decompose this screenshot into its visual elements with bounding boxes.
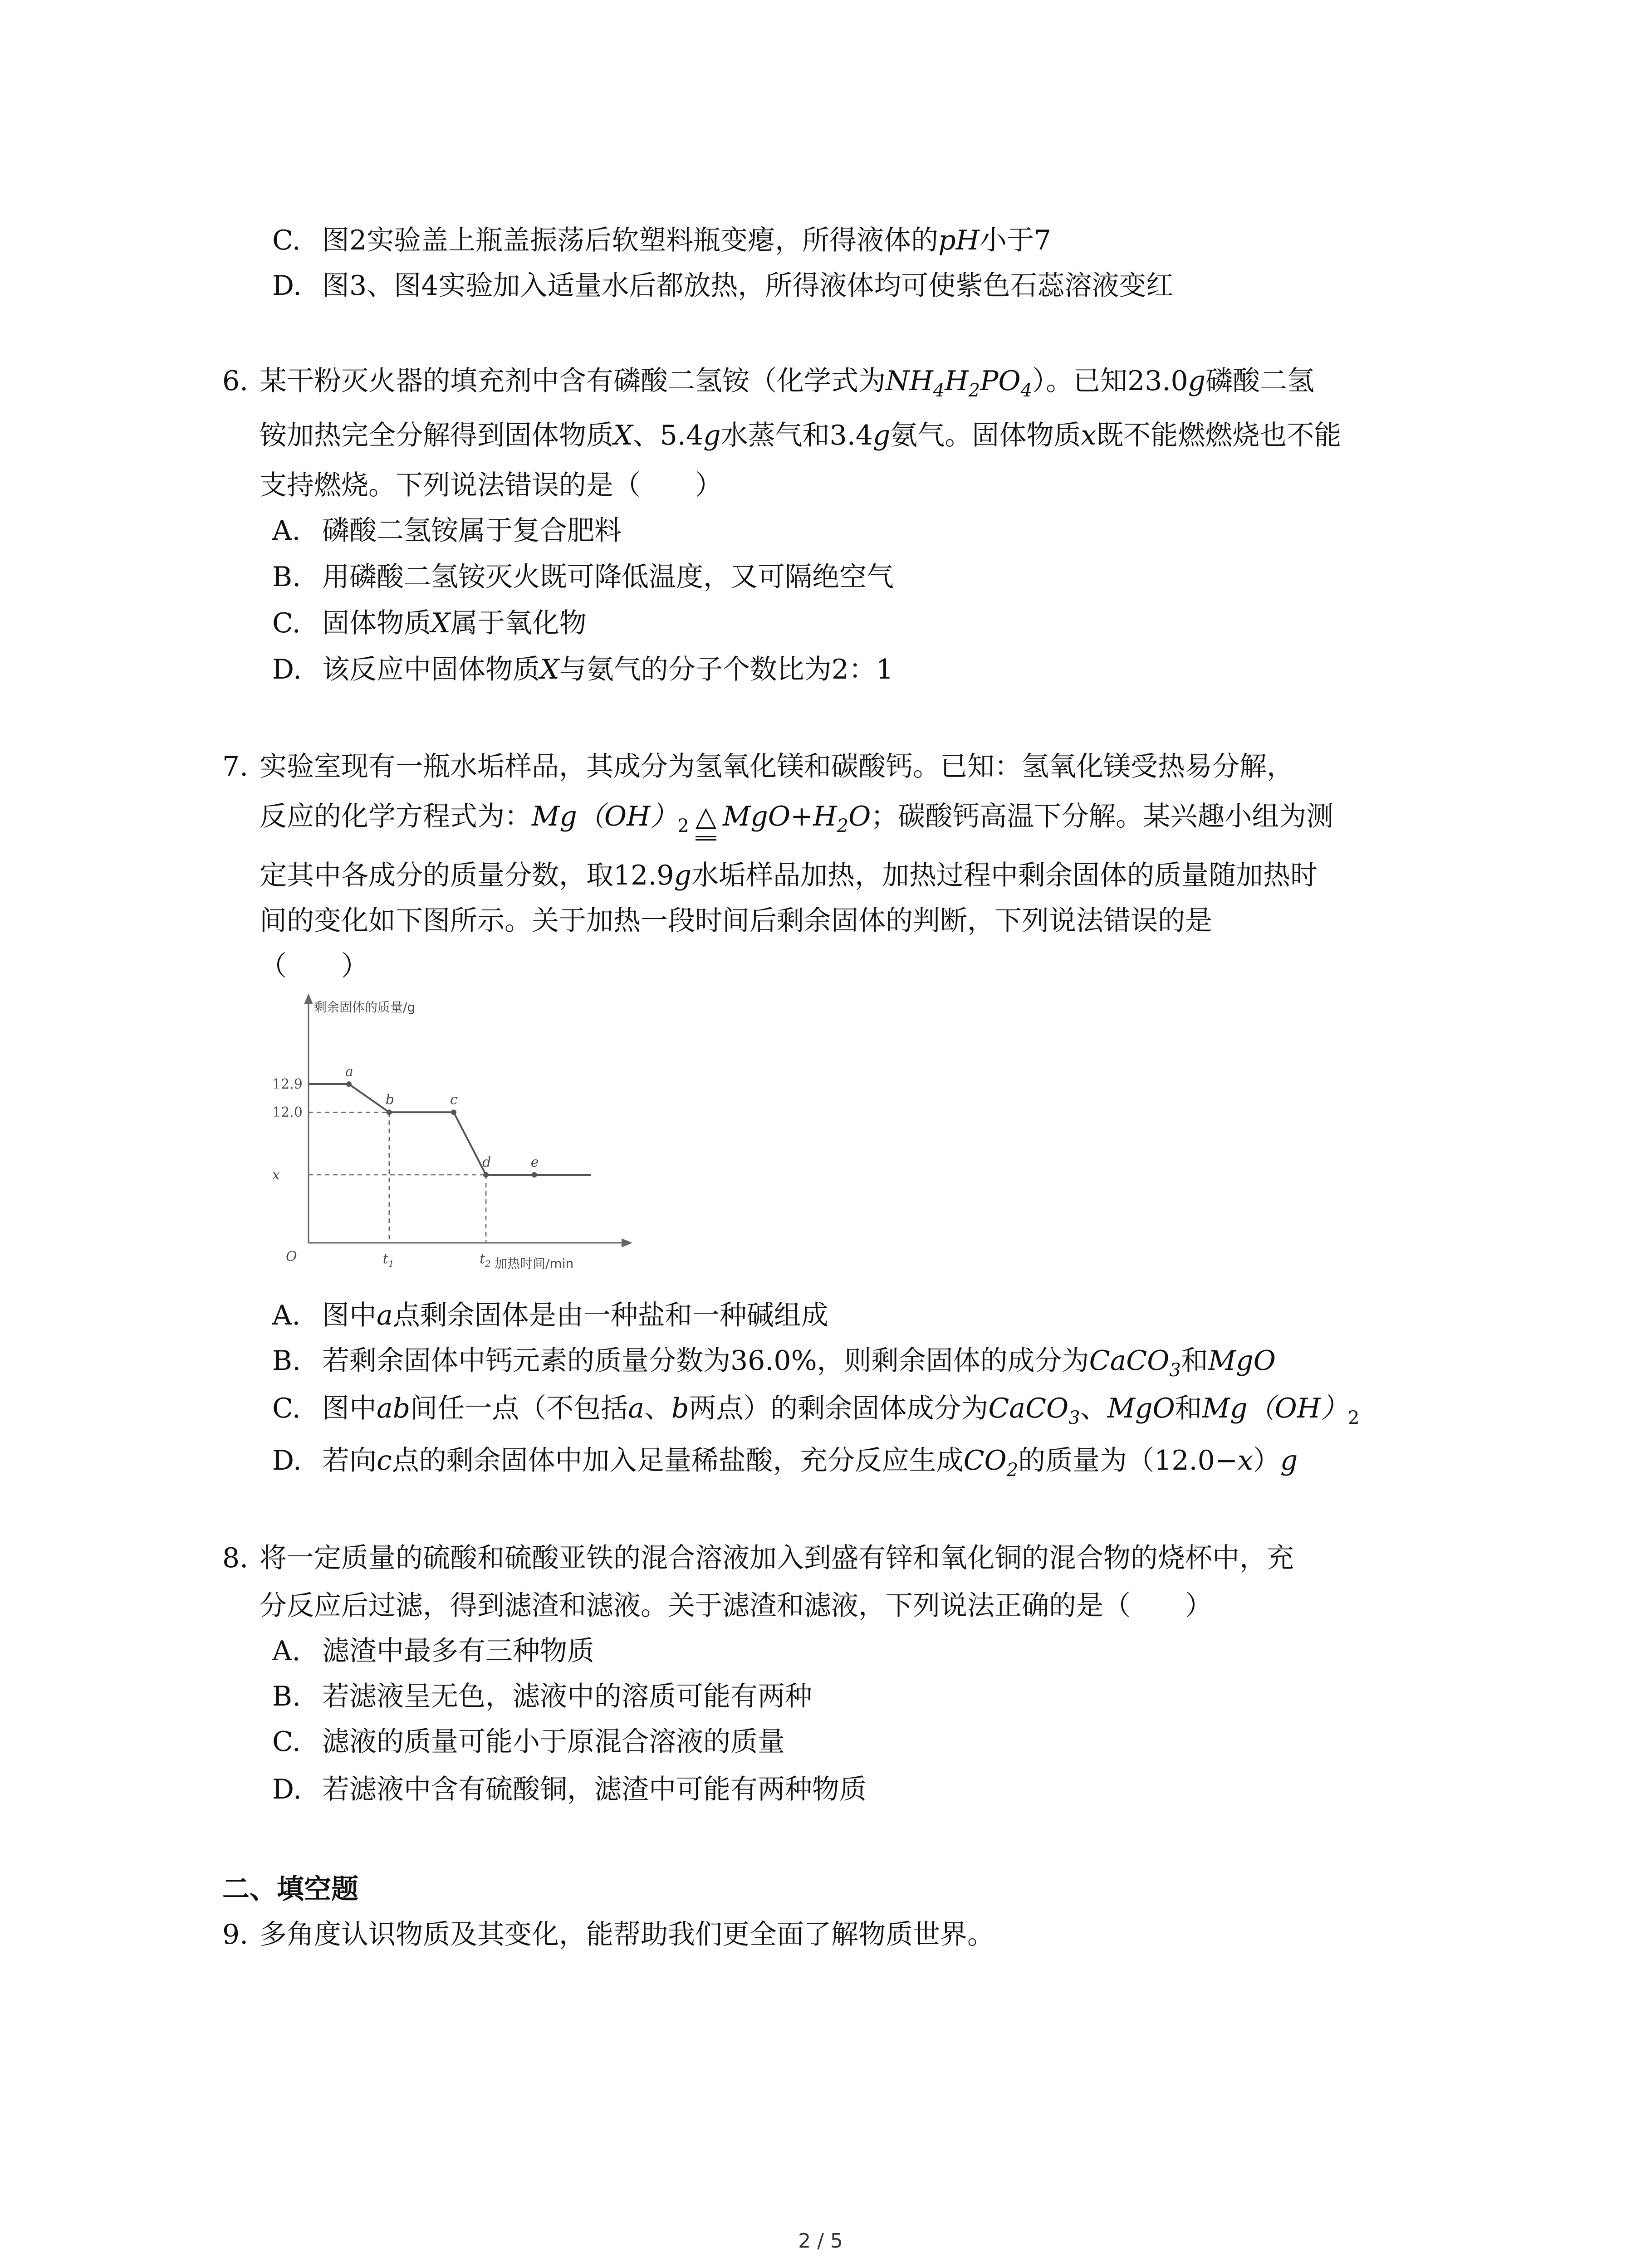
q6-stem-line1: 6. 某干粉灭火器的填充剂中含有磷酸二氢铵（化学式为$NH_4H_2PO_4$）。已知23.0g磷酸二氢: [222, 365, 1315, 401]
y-axis-label: 剩余固体的质量/g: [314, 1000, 416, 1015]
section-title: 二、填空题: [222, 1873, 358, 1905]
q6-stem-line3: 支持燃烧。下列说法错误的是（ ）: [260, 469, 722, 501]
point-label-e: e: [530, 1154, 539, 1170]
q8-option-a: A. 滤渣中最多有三种物质: [272, 1635, 594, 1667]
q5-option-d: D. 图3、图4实验加入适量水后都放热，所得液体均可使紫色石蕊溶液变红: [272, 270, 1174, 302]
q7-option-d: D. 若向c点的剩余固体中加入足量稀盐酸，充分反应生成$CO_2$的质量为（12.0−x）g: [272, 1445, 1298, 1481]
q8-option-d: D. 若滤液中含有硫酸铜，滤渣中可能有两种物质: [272, 1774, 867, 1805]
point-label-c: c: [450, 1092, 458, 1108]
q6-option-c: C. 固体物质X属于氧化物: [272, 607, 587, 639]
q7-stem-line5: （ ）: [260, 950, 368, 982]
x-tick-label: $t_2$: [480, 1251, 491, 1269]
q8-stem-line2: 分反应后过滤，得到滤渣和滤液。关于滤渣和滤液，下列说法正确的是（ ）: [260, 1590, 1212, 1622]
q7-stem-line2: 反应的化学方程式为：$Mg(OH)_2$ △ $MgO+H_2O$；碳酸钙高温下分解。某兴趣小组为测: [260, 798, 1333, 844]
q7-stem-line4: 间的变化如下图所示。关于加热一段时间后剩余固体的判断，下列说法错误的是: [260, 905, 1212, 937]
y-tick-label: 12.9: [272, 1076, 303, 1092]
q6-option-d: D. 该反应中固体物质X与氨气的分子个数比为2：1: [272, 654, 894, 685]
data-point-b: [387, 1110, 392, 1115]
page-number: 2 / 5: [798, 2229, 843, 2253]
q6-option-a: A. 磷酸二氢铵属于复合肥料: [272, 515, 622, 547]
origin-label: O: [286, 1249, 297, 1265]
q7-stem-line1: 7. 实验室现有一瓶水垢样品，其成分为氢氧化镁和碳酸钙。已知：氢氧化镁受热易分解，: [222, 751, 1294, 782]
y-axis-arrow: [304, 993, 313, 1004]
q8-stem-line1: 8. 将一定质量的硫酸和硫酸亚铁的混合溶液加入到盛有锌和氧化铜的混合物的烧杯中，充: [222, 1542, 1294, 1574]
x-tick-label: $t_1$: [382, 1251, 394, 1269]
data-point-e: [532, 1172, 537, 1178]
y-tick-label: x: [272, 1167, 280, 1183]
q7-option-b: B. 若剩余固体中钙元素的质量分数为36.0%，则剩余固体的成分为CaCO$_3$和MgO: [272, 1345, 1276, 1381]
mass-vs-time-chart: [272, 989, 635, 1279]
point-label-b: b: [385, 1092, 394, 1108]
x-axis-label: 加热时间/min: [495, 1256, 574, 1271]
data-point-d: [483, 1172, 489, 1178]
q6-stem-line2: 铵加热完全分解得到固体物质X、5.4g水蒸气和3.4g氨气。固体物质x既不能燃燃烧也不能: [260, 420, 1342, 451]
q6-option-b: B. 用磷酸二氢铵灭火既可降低温度，又可隔绝空气: [272, 561, 894, 593]
point-label-d: d: [482, 1154, 491, 1170]
q5-option-c: C. 图2实验盖上瓶盖振荡后软塑料瓶变瘪，所得液体的pH小于7: [272, 225, 1052, 256]
heat-delta-symbol: △: [696, 798, 716, 835]
q8-option-c: C. 滤液的质量可能小于原混合溶液的质量: [272, 1726, 785, 1758]
q7-stem-line3: 定其中各成分的质量分数，取12.9g水垢样品加热，加热过程中剩余固体的质量随加热时: [260, 860, 1318, 891]
data-point-a: [346, 1081, 352, 1087]
q7-option-c: C. 图中ab间任一点（不包括a、b两点）的剩余固体成分为CaCO$_3$、MgO和$Mg(OH)_2$: [272, 1393, 1360, 1428]
data-point-c: [451, 1110, 456, 1115]
y-tick-label: 12.0: [272, 1105, 303, 1121]
q7-option-a: A. 图中a点剩余固体是由一种盐和一种碱组成: [272, 1300, 828, 1331]
point-label-a: a: [345, 1064, 353, 1080]
q8-option-b: B. 若滤液呈无色，滤液中的溶质可能有两种: [272, 1681, 812, 1712]
q9-stem: 9. 多角度认识物质及其变化，能帮助我们更全面了解物质世界。: [222, 1919, 994, 1950]
x-axis-arrow: [622, 1238, 632, 1247]
